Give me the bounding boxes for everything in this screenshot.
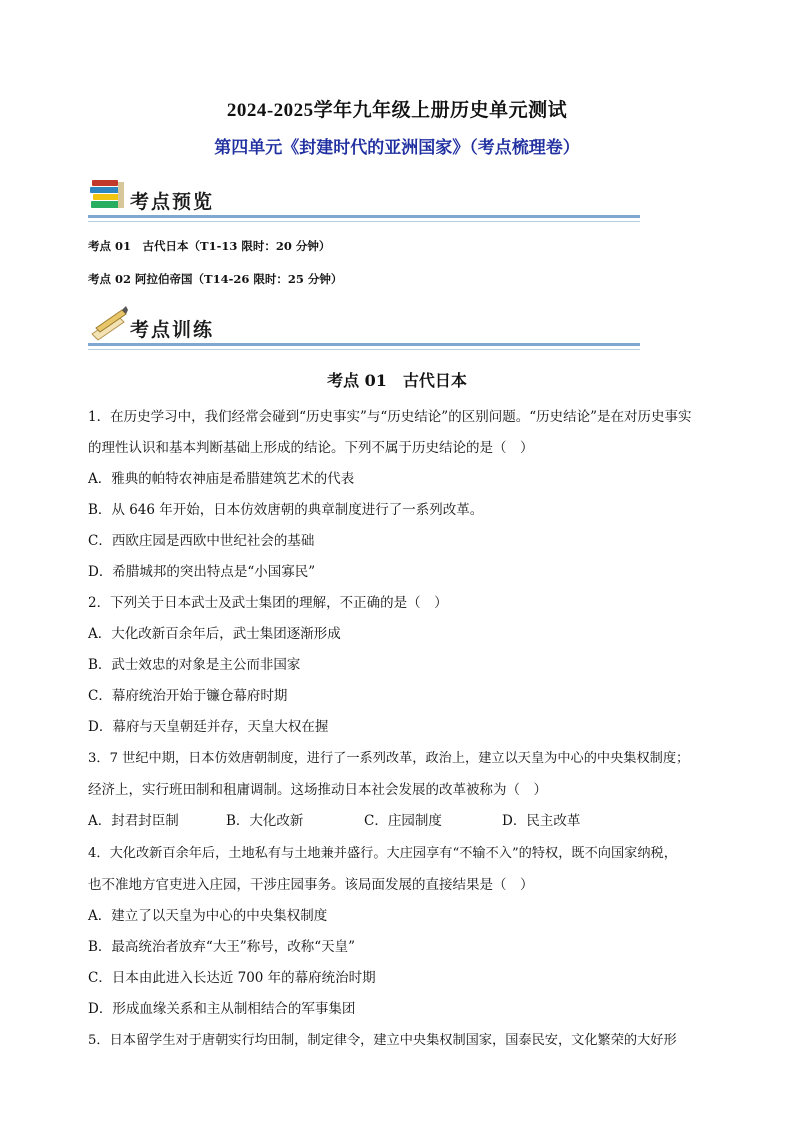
page-subtitle: 第四单元《封建时代的亚洲国家》（考点梳理卷） <box>214 138 580 158</box>
banner-divider-thin <box>88 221 640 222</box>
question-stem-line: 的理性认识和基本判断基础上形成的结论。下列不属于历史结论的是（ ） <box>88 440 534 456</box>
preview-item: 考点 01 古代日本（T1-13 限时：20 分钟） <box>88 239 331 253</box>
option-d: D．形成血缘关系和主从制相结合的军事集团 <box>88 1001 356 1017</box>
option-c: C．庄园制度 <box>364 813 442 829</box>
question-stem-line: 5．日本留学生对于唐朝实行均田制，制定律令，建立中央集权制国家，国泰民安，文化繁荣的大好形 <box>88 1033 677 1048</box>
training-banner <box>88 304 640 352</box>
option-b: B．从 646 年开始，日本仿效唐朝的典章制度进行了一系列改革。 <box>88 502 484 518</box>
preview-item: 考点 02 阿拉伯帝国（T14-26 限时：25 分钟） <box>88 272 343 286</box>
question-stem-line: 也不准地方官吏进入庄园，干涉庄园事务。该局面发展的直接结果是（ ） <box>88 877 534 893</box>
training-banner-title: 考点训练 <box>130 319 215 341</box>
option-d: D．民主改革 <box>502 813 581 829</box>
option-c: C．日本由此进入长达近 700 年的幕府统治时期 <box>88 970 376 986</box>
banner-divider-thin <box>88 349 640 350</box>
option-c: C．西欧庄园是西欧中世纪社会的基础 <box>88 533 315 549</box>
inline-options <box>88 809 708 829</box>
topic-heading: 考点 01 古代日本 <box>327 371 467 390</box>
books-icon <box>88 176 130 214</box>
option-d: D．幕府与天皇朝廷并存，天皇大权在握 <box>88 719 329 735</box>
question-stem-line: 经济上，实行班田制和租庸调制。这场推动日本社会发展的改革被称为（ ） <box>88 782 547 798</box>
banner-divider <box>88 215 640 218</box>
option-a: A．大化改新百余年后，武士集团逐渐形成 <box>88 626 341 642</box>
preview-banner <box>88 176 640 224</box>
question-stem-line: 2．下列关于日本武士及武士集团的理解，不正确的是（ ） <box>88 595 448 611</box>
pencil-paper-icon <box>88 304 130 342</box>
option-c: C．幕府统治开始于镰仓幕府时期 <box>88 688 288 704</box>
option-b: B．大化改新 <box>226 813 304 829</box>
option-b: B．武士效忠的对象是主公而非国家 <box>88 657 301 673</box>
option-a: A．建立了以天皇为中心的中央集权制度 <box>88 908 328 924</box>
question-stem-line: 1．在历史学习中，我们经常会碰到“历史事实”与“历史结论”的区别问题。“历史结论”是在对历史事实 <box>88 409 692 425</box>
option-a: A．封君封臣制 <box>88 813 179 829</box>
page-title: 2024-2025学年九年级上册历史单元测试 <box>226 100 568 121</box>
option-a: A．雅典的帕特农神庙是希腊建筑艺术的代表 <box>88 471 355 487</box>
option-b: B．最高统治者放弃“大王”称号，改称“天皇” <box>88 939 356 955</box>
option-d: D．希腊城邦的突出特点是“小国寡民” <box>88 564 316 580</box>
question-stem-line: 3．7 世纪中期，日本仿效唐朝制度，进行了一系列改革，政治上，建立以天皇为中心的中央集权制度； <box>88 751 690 766</box>
question-stem-line: 4．大化改新百余年后，土地私有与土地兼并盛行。大庄园享有“不输不入”的特权，既不向国家纳税， <box>88 846 677 861</box>
banner-divider <box>88 343 640 346</box>
preview-banner-title: 考点预览 <box>130 191 215 213</box>
